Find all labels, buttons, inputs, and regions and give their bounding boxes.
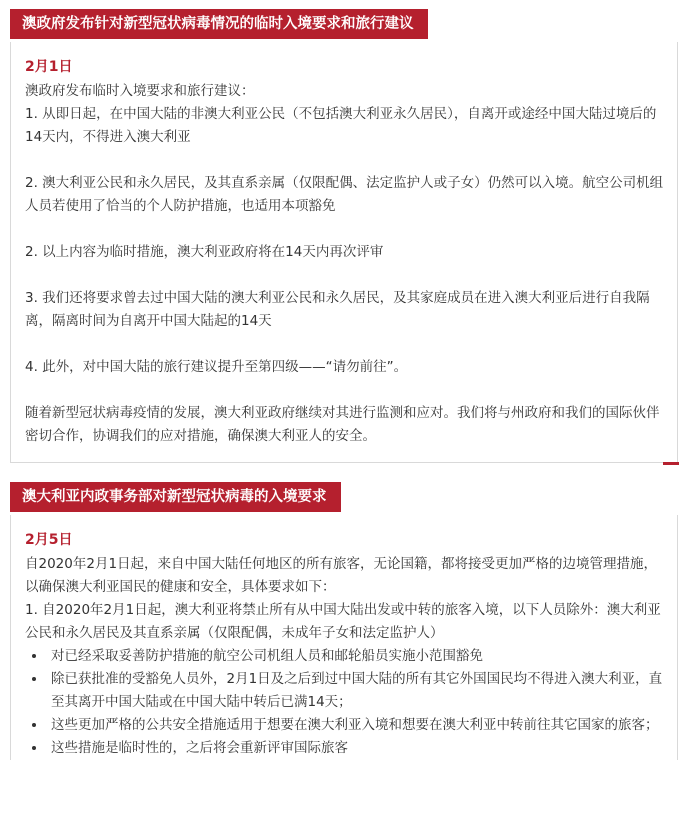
- section-content: [10, 42, 678, 463]
- corner-accent: [663, 462, 679, 465]
- section-header: [10, 6, 678, 42]
- list-item: 1. 从即日起，在中国大陆的非澳大利亚公民（不包括澳大利亚永久居民），自离开或途经中国大陆过境后的14天内，不得进入澳大利亚: [25, 106, 657, 145]
- section-header: [10, 479, 678, 515]
- closing-text: 随着新型冠状病毒疫情的发展，澳大利亚政府继续对其进行监测和应对。我们将与州政府和我们的国际伙伴密切合作，协调我们的应对措施，确保澳大利亚人的安全。: [25, 405, 660, 444]
- intro-text: 澳政府发布临时入境要求和旅行建议：: [25, 83, 255, 99]
- list-item: 3. 我们还将要求曾去过中国大陆的澳大利亚公民和永久居民，及其家庭成员在进入澳大利亚后进行自我隔离，隔离时间为自离开中国大陆起的14天: [25, 290, 650, 329]
- section-content: [10, 515, 678, 760]
- section-entry-requirements: [10, 6, 678, 463]
- bullet-item: • 这些更加严格的公共安全措施适用于想要在澳大利亚入境和想要在澳大利亚中转前往其它国家的旅客；: [47, 714, 665, 737]
- list-item: 1. 自2020年2月1日起，澳大利亚将禁止所有从中国大陆出发或中转的旅客入境，以下人员除外：澳大利亚公民和永久居民及其直系亲属（仅限配偶，未成年子女和法定监护人）: [25, 602, 661, 641]
- bullet-item: • 对已经采取妥善防护措施的航空公司机组人员和邮轮船员实施小范围豁免: [47, 645, 665, 668]
- section-title: 澳大利亚内政事务部对新型冠状病毒的入境要求: [10, 482, 341, 512]
- date-label: 2月1日: [25, 59, 73, 75]
- list-item: 2. 澳大利亚公民和永久居民，及其直系亲属（仅限配偶、法定监护人或子女）仍然可以入境。航空公司机组人员若使用了恰当的个人防护措施，也适用本项豁免: [25, 175, 664, 214]
- list-item: 2. 以上内容为临时措施，澳大利亚政府将在14天内再次评审: [25, 244, 384, 260]
- bullet-list: [25, 645, 665, 760]
- bullet-item: • 这些措施是临时性的，之后将会重新评审国际旅客: [47, 737, 665, 760]
- section-title: 澳政府发布针对新型冠状病毒情况的临时入境要求和旅行建议: [10, 9, 428, 39]
- intro-text: 自2020年2月1日起，来自中国大陆任何地区的所有旅客，无论国籍，都将接受更加严格的边境管理措施，以确保澳大利亚国民的健康和安全，具体要求如下：: [25, 556, 658, 595]
- bullet-item: • 除已获批准的受豁免人员外，2月1日及之后到过中国大陆的所有其它外国国民均不得进入澳大利亚，直至其离开中国大陆或在中国大陆中转后已满14天；: [47, 668, 665, 714]
- date-label: 2月5日: [25, 532, 73, 548]
- section-border-measures: [10, 479, 678, 760]
- list-item: 4. 此外，对中国大陆的旅行建议提升至第四级——“请勿前往”。: [25, 359, 408, 375]
